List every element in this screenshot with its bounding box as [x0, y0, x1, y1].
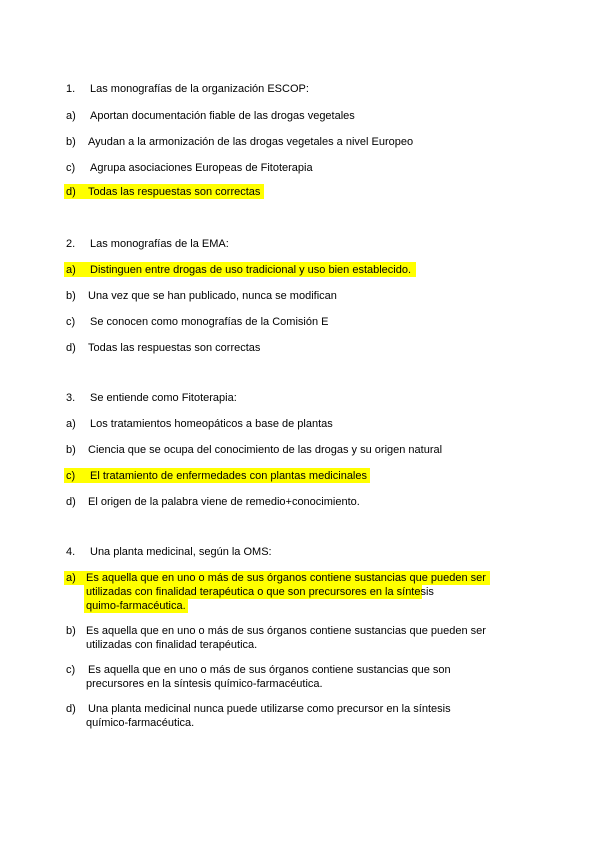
- option-text: Se conocen como monografías de la Comisión E: [90, 316, 329, 328]
- question-text: Una planta medicinal, según la OMS:: [90, 546, 272, 558]
- option-label: b): [66, 290, 76, 302]
- option-text-line: químico-farmacéutica.: [86, 717, 195, 729]
- question-text: Las monografías de la organización ESCOP:: [90, 83, 309, 95]
- option-text: Ciencia que se ocupa del conocimiento de las drogas y su origen natural: [88, 444, 443, 456]
- question-number: 1.: [66, 83, 76, 95]
- question-number: 3.: [66, 392, 76, 404]
- option-label: c): [66, 470, 76, 482]
- option-text: Los tratamientos homeopáticos a base de plantas: [90, 418, 333, 430]
- option-text-line: Una planta medicinal nunca puede utilizarse como precursor en la síntesis: [88, 703, 451, 715]
- option-label: d): [66, 186, 76, 198]
- option-text-line: Es aquella que en uno o más de sus órganos contiene sustancias que pueden ser: [86, 625, 486, 637]
- question-number: 2.: [66, 238, 76, 250]
- option-text-line: Es aquella que en uno o más de sus órganos contiene sustancias que son: [88, 664, 451, 676]
- question-number: 4.: [66, 546, 76, 558]
- option-label: c): [66, 162, 76, 174]
- option-text-line: quimo-farmacéutica.: [86, 600, 186, 612]
- option-label: b): [66, 444, 76, 456]
- option-text-line: Es aquella que en uno o más de sus órganos contiene sustancias que pueden ser: [86, 572, 486, 584]
- option-label: a): [66, 418, 76, 430]
- option-label: c): [66, 316, 76, 328]
- option-text: Ayudan a la armonización de las drogas vegetales a nivel Europeo: [88, 136, 414, 148]
- option-label: b): [66, 136, 76, 148]
- question-text: Se entiende como Fitoterapia:: [90, 392, 237, 404]
- option-text: Todas las respuestas son correctas: [88, 186, 261, 198]
- option-label: d): [66, 496, 76, 508]
- option-text-line: precursores en la síntesis químico-farmacéutica.: [86, 678, 323, 690]
- option-text: Una vez que se han publicado, nunca se modifican: [88, 290, 337, 302]
- option-text-line: utilizadas con finalidad terapéutica o que son precursores en la síntesis: [86, 586, 434, 598]
- option-text: Todas las respuestas son correctas: [88, 342, 261, 354]
- question-text: Las monografías de la EMA:: [90, 238, 229, 250]
- option-text: Aportan documentación fiable de las drogas vegetales: [90, 110, 355, 122]
- option-text-line: utilizadas con finalidad terapéutica.: [86, 639, 258, 651]
- option-label: a): [66, 572, 76, 584]
- option-label: b): [66, 625, 76, 637]
- option-label: a): [66, 264, 76, 276]
- option-text: El tratamiento de enfermedades con plantas medicinales: [90, 470, 367, 482]
- option-label: d): [66, 342, 76, 354]
- option-text: Distinguen entre drogas de uso tradicional y uso bien establecido.: [90, 264, 412, 276]
- option-text: Agrupa asociaciones Europeas de Fitoterapia: [90, 162, 313, 174]
- option-label: c): [66, 664, 76, 676]
- option-label: a): [66, 110, 76, 122]
- option-label: d): [66, 703, 76, 715]
- option-text: El origen de la palabra viene de remedio+conocimiento.: [88, 496, 360, 508]
